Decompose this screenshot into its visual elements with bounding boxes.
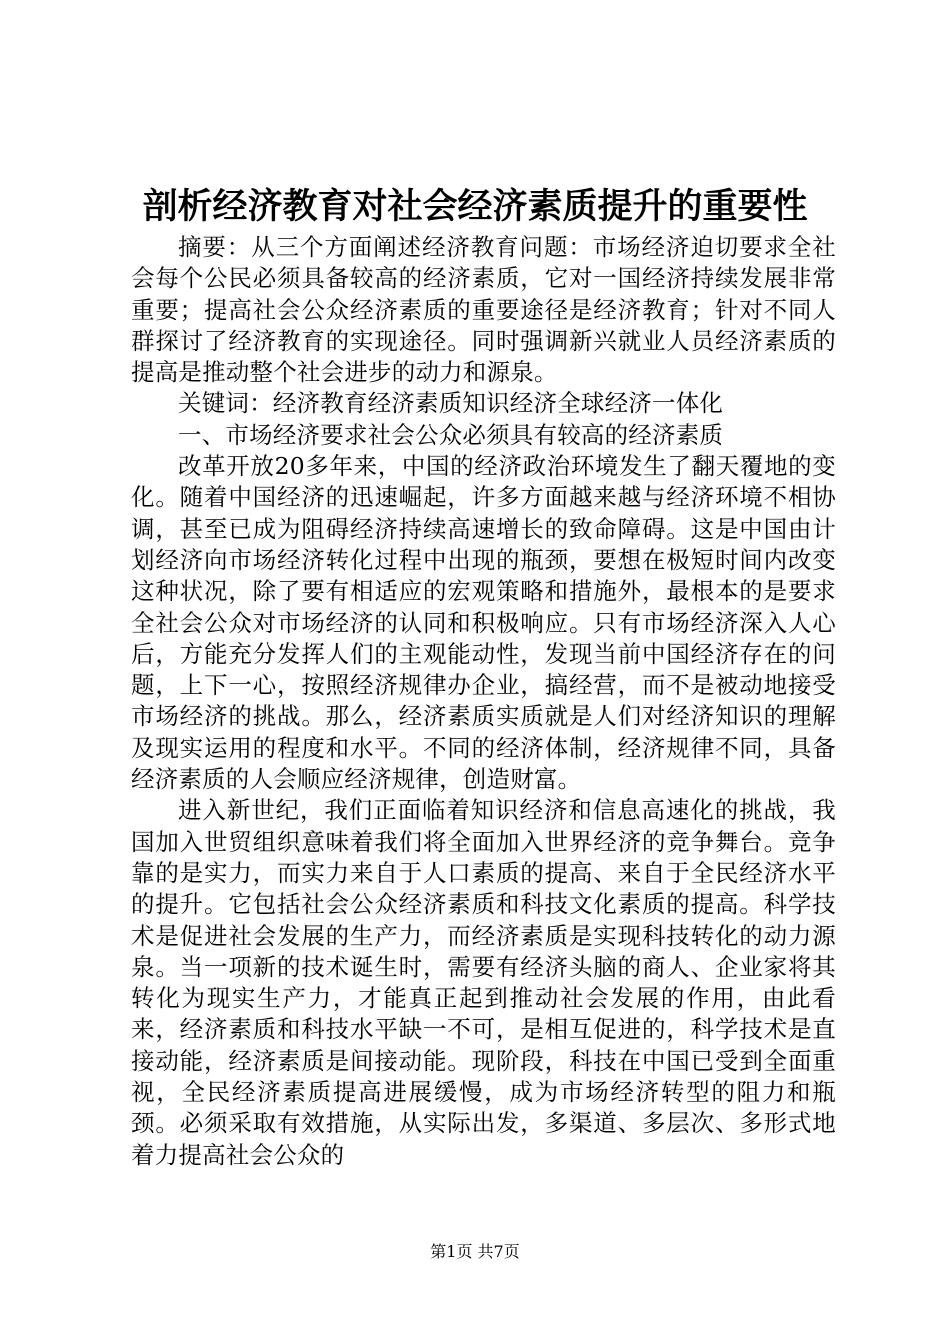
page-number-footer: 第1页 共7页 <box>430 1242 520 1261</box>
section-heading: 一、市场经济要求社会公众必须具有较高的经济素质 <box>178 420 724 449</box>
abstract-paragraph: 摘要：从三个方面阐述经济教育问题：市场经济迫切要求全社会每个公民必须具备较高的经济素质，它对一国经济持续发展非常重要；提高社会公众经济素质的重要途径是经济教育；针对不同人群探讨了经济教育的实现途径。同时强调新兴就业人员经济素质的提高是推动整个社会进步的动力和源泉。 <box>131 233 836 387</box>
body-paragraph: 改革开放20多年来，中国的经济政治环境发生了翻天覆地的变化。随着中国经济的迅速崛起，许多方面越来越与经济环境不相协调，甚至已成为阻碍经济持续高速增长的致命障碍。这是中国由计划经济向市场经济转化过程中出现的瓶颈，要想在极短时间内改变这种状况，除了要有相适应的宏观策略和措施外，最根本的是要求全社会公众对市场经济的认同和积极响应。只有市场经济深入人心后，方能充分发挥人们的主观能动性，发现当前中国经济存在的问题，上下一心，按照经济规律办企业，搞经营，而不是被动地接受市场经济的挑战。那么，经济素质实质就是人们对经济知识的理解及现实运用的程度和水平。不同的经济体制，经济规律不同，具备经济素质的人会顺应经济规律，创造财富。 <box>131 452 836 794</box>
document-body <box>131 232 836 1171</box>
keywords-paragraph: 关键词：经济教育经济素质知识经济全球经济一体化 <box>178 389 724 418</box>
body-paragraph: 进入新世纪，我们正面临着知识经济和信息高速化的挑战，我国加入世贸组织意味着我们将全面加入世界经济的竞争舞台。竞争靠的是实力，而实力来自于人口素质的提高、来自于全民经济水平的提升。它包括社会公众经济素质和科技文化素质的提高。科学技术是促进社会发展的生产力，而经济素质是实现科技转化的动力源泉。当一项新的技术诞生时，需要有经济头脑的商人、企业家将其转化为现实生产力，才能真正起到推动社会发展的作用，由此看来，经济素质和科技水平缺一不可，是相互促进的，科学技术是直接动能，经济素质是间接动能。现阶段，科技在中国已受到全面重视，全民经济素质提高进展缓慢，成为市场经济转型的阻力和瓶颈。必须采取有效措施，从实际出发，多渠道、多层次、多形式地着力提高社会公众的 <box>131 796 836 1169</box>
document-title: 剖析经济教育对社会经济素质提升的重要性 <box>142 186 808 227</box>
